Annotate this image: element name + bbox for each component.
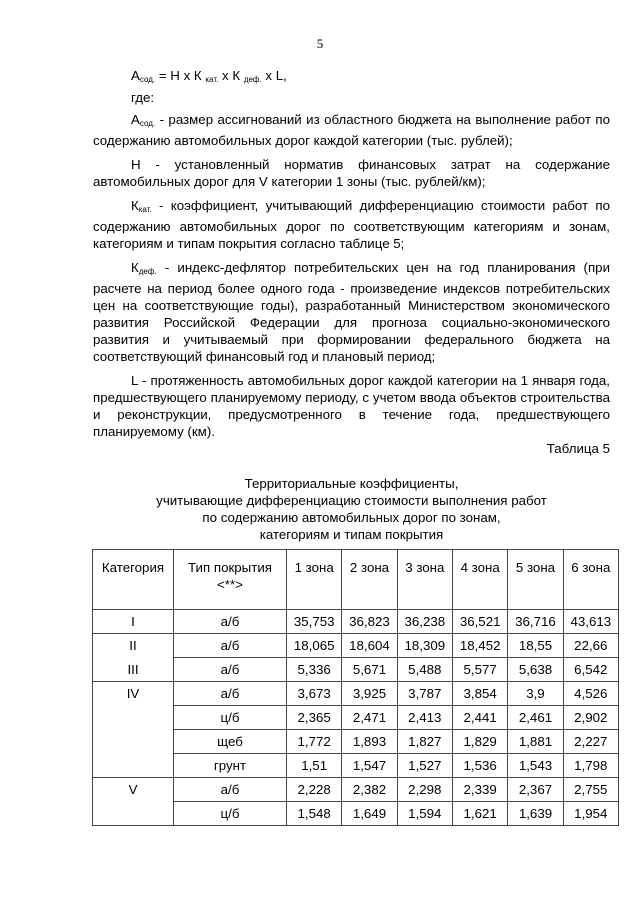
cell-zone-4: 5,577 [452,658,507,682]
cell-surface-type: ц/б [174,802,287,826]
cell-zone-4: 2,441 [452,706,507,730]
cell-zone-6: 22,66 [563,634,618,658]
formula-eq: = Н х К [155,68,206,83]
header-zone-4: 4 зона [452,550,507,610]
cell-zone-1: 18,065 [287,634,342,658]
cell-zone-1: 2,228 [287,778,342,802]
definition-paragraph: L - протяженность автомобильных дорог каждой категории на 1 января года, предшествующего планируемому периоду, с учетом ввода объектов строительства и реконструкции, предусмотренного в течение года, предшествующего планируемому (км). [93,373,610,439]
table-header-row [93,550,619,610]
cell-zone-3: 36,238 [397,610,452,634]
formula-mid: х К [218,68,244,83]
formula-k1-sub: кат. [205,75,219,84]
definitions [93,111,610,447]
cell-zone-1: 5,336 [287,658,342,682]
cell-surface-type: а/б [174,610,287,634]
header-zone-2: 2 зона [342,550,397,610]
cell-zone-6: 1,954 [563,802,618,826]
cell-zone-2: 1,649 [342,802,397,826]
cell-zone-2: 3,925 [342,682,397,706]
cell-zone-6: 4,526 [563,682,618,706]
cell-category [93,754,174,778]
page-number: 5 [316,36,324,51]
cell-zone-2: 1,893 [342,730,397,754]
definition-paragraph: $К_{деф.}$ - индекс-дефлятор потребительских цен на год планирования (при расчете на период более одного года - произведение индексов потребительских цен на соответствующие годы), разработанный Министерством экономического развития Российской Федерации для прогноза социально-экономического развития и учитываемый при формировании федерального бюджета на соответствующий финансовый год и плановый период; [93,260,610,364]
cell-zone-4: 36,521 [452,610,507,634]
table-row [93,802,619,826]
cell-zone-3: 2,298 [397,778,452,802]
definition-paragraph: $А_{сод.}$ - размер ассигнований из областного бюджета на выполнение работ по содержанию автомобильных дорог каждой категории (тыс. рублей); [93,112,610,148]
cell-zone-1: 35,753 [287,610,342,634]
cell-zone-4: 1,829 [452,730,507,754]
table-row [93,730,619,754]
table-row [93,754,619,778]
table-caption: Территориальные коэффициенты, учитывающие дифференциацию стоимости выполнения работ по содержанию автомобильных дорог по зонам, категориям и типам покрытия [156,476,547,542]
cell-zone-2: 2,471 [342,706,397,730]
cell-zone-4: 1,536 [452,754,507,778]
cell-category: V [93,778,174,802]
cell-zone-2: 5,671 [342,658,397,682]
cell-zone-5: 3,9 [508,682,563,706]
cell-category: III [93,658,174,682]
table-row [93,682,619,706]
cell-zone-5: 1,543 [508,754,563,778]
cell-zone-4: 2,339 [452,778,507,802]
cell-zone-1: 1,772 [287,730,342,754]
cell-zone-6: 2,227 [563,730,618,754]
definition-paragraph: $К_{кат.}$ - коэффициент, учитывающий дифференциацию стоимости работ по содержанию автомобильных дорог по соответствующим категориям и зонам, категориям и типам покрытия согласно таблице 5; [93,198,610,251]
cell-zone-5: 1,639 [508,802,563,826]
header-category: Категория [93,550,174,610]
cell-zone-3: 1,594 [397,802,452,826]
header-surface-type: Тип покрытия <**> [174,550,287,610]
cell-zone-6: 2,755 [563,778,618,802]
table-row [93,778,619,802]
cell-category [93,706,174,730]
formula-tail: х L, [261,68,287,83]
table-row [93,658,619,682]
cell-zone-3: 2,413 [397,706,452,730]
cell-zone-5: 18,55 [508,634,563,658]
cell-category [93,802,174,826]
cell-surface-type: щеб [174,730,287,754]
definition-paragraph: Н - установленный норматив финансовых затрат на содержание автомобильных дорог для V категории 1 зоны (тыс. рублей/км); [93,157,610,189]
header-zone-5: 5 зона [508,550,563,610]
cell-zone-4: 3,854 [452,682,507,706]
cell-zone-3: 18,309 [397,634,452,658]
cell-zone-1: 2,365 [287,706,342,730]
cell-surface-type: а/б [174,658,287,682]
cell-category: I [93,610,174,634]
header-zone-3: 3 зона [397,550,452,610]
table-row [93,634,619,658]
cell-surface-type: а/б [174,634,287,658]
formula [131,68,287,84]
cell-zone-3: 1,827 [397,730,452,754]
cell-zone-6: 2,902 [563,706,618,730]
cell-zone-1: 1,548 [287,802,342,826]
header-zone-1: 1 зона [287,550,342,610]
header-zone-6: 6 зона [563,550,618,610]
cell-surface-type: ц/б [174,706,287,730]
table-label: Таблица 5 [546,441,610,456]
cell-surface-type: а/б [174,778,287,802]
cell-zone-5: 1,881 [508,730,563,754]
where-label: где: [131,90,155,105]
cell-zone-6: 43,613 [563,610,618,634]
formula-lhs: А [131,68,140,83]
cell-zone-3: 1,527 [397,754,452,778]
cell-category: II [93,634,174,658]
cell-zone-5: 36,716 [508,610,563,634]
cell-zone-1: 3,673 [287,682,342,706]
cell-zone-3: 3,787 [397,682,452,706]
cell-zone-2: 36,823 [342,610,397,634]
cell-zone-4: 18,452 [452,634,507,658]
coefficients-table [92,549,619,826]
cell-zone-3: 5,488 [397,658,452,682]
formula-lhs-sub: сод. [139,75,156,84]
cell-surface-type: грунт [174,754,287,778]
cell-zone-6: 6,542 [563,658,618,682]
cell-zone-2: 1,547 [342,754,397,778]
table-row [93,706,619,730]
formula-k2-sub: деф. [243,75,262,84]
cell-zone-1: 1,51 [287,754,342,778]
cell-zone-5: 2,461 [508,706,563,730]
table-row [93,610,619,634]
cell-zone-5: 5,638 [508,658,563,682]
cell-zone-2: 2,382 [342,778,397,802]
cell-zone-5: 2,367 [508,778,563,802]
cell-category: IV [93,682,174,706]
cell-zone-6: 1,798 [563,754,618,778]
cell-surface-type: а/б [174,682,287,706]
cell-zone-4: 1,621 [452,802,507,826]
cell-category [93,730,174,754]
cell-zone-2: 18,604 [342,634,397,658]
